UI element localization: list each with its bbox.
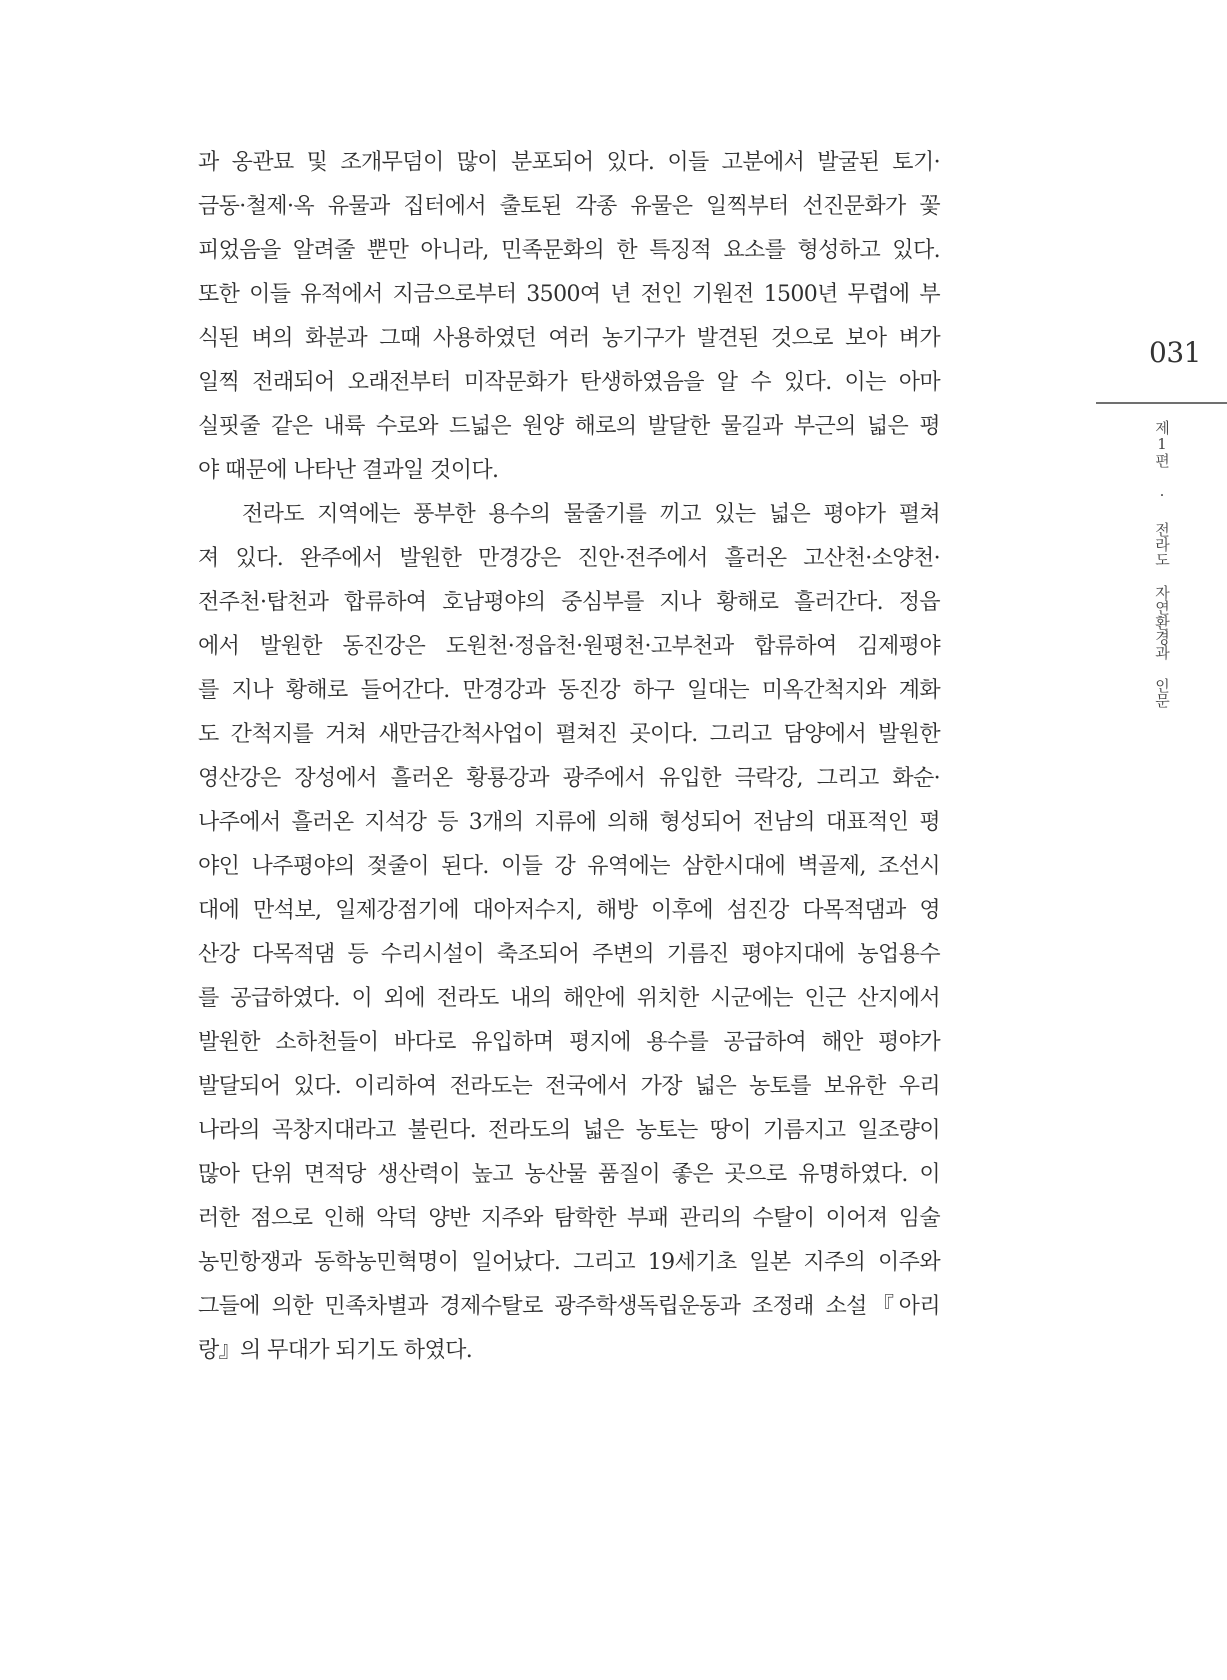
- text-line: 나라의 곡창지대라고 불린다. 전라도의 넓은 농토는 땅이 기름지고 일조량이: [198, 1118, 940, 1143]
- text-line: 피었음을 알려줄 뿐만 아니라, 민족문화의 한 특징적 요소를 형성하고 있다.: [198, 238, 940, 263]
- text-line: 대에 만석보, 일제강점기에 대아저수지, 해방 이후에 섬진강 다목적댐과 영: [198, 898, 940, 923]
- page-number: 031: [1149, 336, 1201, 369]
- text-line: 야 때문에 나타난 결과일 것이다.: [198, 458, 499, 483]
- text-line: 실핏줄 같은 내륙 수로와 드넓은 원양 해로의 발달한 물길과 부근의 넓은 평: [198, 414, 940, 439]
- text-line: 또한 이들 유적에서 지금으로부터 3500여 년 전인 기원전 1500년 무렵에 부: [198, 282, 940, 307]
- body-text: [198, 141, 940, 1373]
- margin-divider: [1096, 402, 1227, 404]
- text-line: 전주천·탑천과 합류하여 호남평야의 중심부를 지나 황해로 흘러간다. 정읍: [198, 590, 940, 615]
- text-line: 를 공급하였다. 이 외에 전라도 내의 해안에 위치한 시군에는 인근 산지에서: [198, 986, 940, 1011]
- text-line: 발달되어 있다. 이리하여 전라도는 전국에서 가장 넓은 농토를 보유한 우리: [198, 1074, 940, 1099]
- paragraph-first-line: 전라도 지역에는 풍부한 용수의 물줄기를 끼고 있는 넓은 평야가 펼쳐: [242, 502, 941, 527]
- text-line: 를 지나 황해로 들어간다. 만경강과 동진강 하구 일대는 미옥간척지와 계화: [198, 678, 940, 703]
- text-line: 과 옹관묘 및 조개무덤이 많이 분포되어 있다. 이들 고분에서 발굴된 토기·: [198, 150, 940, 175]
- text-line: 야인 나주평야의 젖줄이 된다. 이들 강 유역에는 삼한시대에 벽골제, 조선시: [198, 854, 940, 879]
- text-line: 금동·철제·옥 유물과 집터에서 출토된 각종 유물은 일찍부터 선진문화가 꽃: [198, 194, 940, 219]
- text-line: 많아 단위 면적당 생산력이 높고 농산물 품질이 좋은 곳으로 유명하였다. 이: [198, 1162, 940, 1187]
- text-line: 나주에서 흘러온 지석강 등 3개의 지류에 의해 형성되어 전남의 대표적인 평: [198, 810, 940, 835]
- text-line: 농민항쟁과 동학농민혁명이 일어났다. 그리고 19세기초 일본 지주의 이주와: [198, 1250, 940, 1275]
- text-line: 랑』의 무대가 되기도 하였다.: [198, 1338, 473, 1363]
- running-head: 제1편 · 전라도 자연환경과 인문: [1153, 420, 1171, 708]
- text-line: 그들에 의한 민족차별과 경제수탈로 광주학생독립운동과 조정래 소설『아리: [198, 1294, 940, 1319]
- text-line: 산강 다목적댐 등 수리시설이 축조되어 주변의 기름진 평야지대에 농업용수: [198, 942, 940, 967]
- text-line: 식된 벼의 화분과 그때 사용하였던 여러 농기구가 발견된 것으로 보아 벼가: [198, 326, 940, 351]
- text-line: 영산강은 장성에서 흘러온 황룡강과 광주에서 유입한 극락강, 그리고 화순·: [198, 766, 940, 791]
- text-line: 러한 점으로 인해 악덕 양반 지주와 탐학한 부패 관리의 수탈이 이어져 임술: [198, 1206, 940, 1231]
- text-line: 도 간척지를 거쳐 새만금간척사업이 펼쳐진 곳이다. 그리고 담양에서 발원한: [198, 722, 940, 747]
- text-line: 에서 발원한 동진강은 도원천·정읍천·원평천·고부천과 합류하여 김제평야: [198, 634, 940, 659]
- text-line: 발원한 소하천들이 바다로 유입하며 평지에 용수를 공급하여 해안 평야가: [198, 1030, 940, 1055]
- text-line: 져 있다. 완주에서 발원한 만경강은 진안·전주에서 흘러온 고산천·소양천·: [198, 546, 940, 571]
- text-line: 일찍 전래되어 오래전부터 미작문화가 탄생하였음을 알 수 있다. 이는 아마: [198, 370, 940, 395]
